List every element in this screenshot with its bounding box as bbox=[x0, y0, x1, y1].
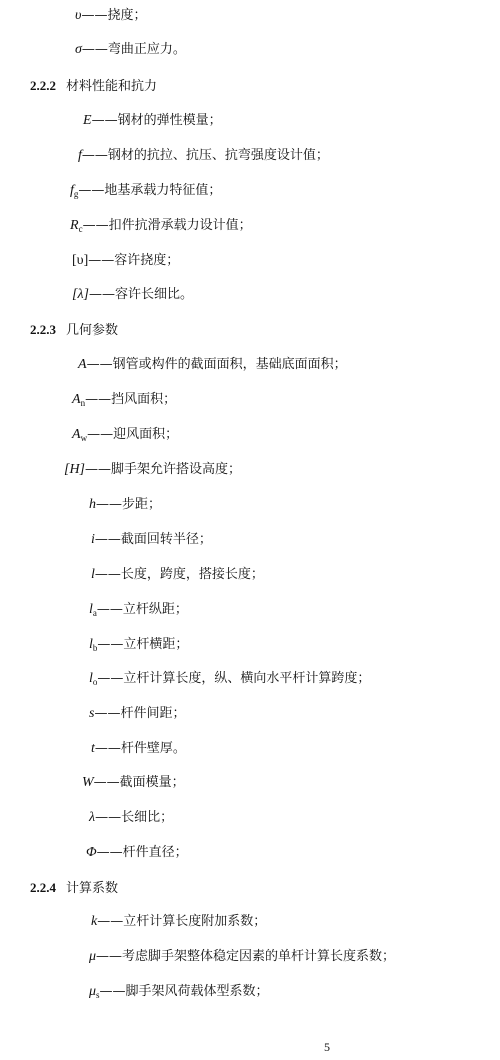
symbol-line bbox=[89, 637, 188, 653]
symbol: [λ] bbox=[72, 287, 89, 302]
symbol-line bbox=[91, 741, 186, 757]
section-number: 2.2.4 bbox=[30, 880, 56, 895]
symbol-line bbox=[72, 427, 178, 443]
symbol: Φ bbox=[86, 845, 97, 860]
symbol-description: ——钢管或构件的截面面积，基础底面面积； bbox=[86, 357, 347, 372]
symbol-description: ——脚手架风荷载体型系数； bbox=[99, 984, 269, 999]
symbol-description: ——立杆计算长度附加系数； bbox=[97, 914, 267, 929]
symbol: [υ] bbox=[72, 253, 89, 268]
symbol-description: ——立杆计算长度，纵、横向水平杆计算跨度； bbox=[97, 671, 371, 686]
symbol-description: ——脚手架允许搭设高度； bbox=[85, 462, 242, 477]
symbol: t bbox=[91, 741, 95, 756]
symbol: $l_a$ bbox=[89, 602, 97, 618]
symbol-description: ——考虑脚手架整体稳定因素的单杆计算长度系数； bbox=[96, 949, 396, 964]
symbol-line bbox=[83, 113, 222, 129]
symbol-line bbox=[72, 392, 176, 408]
symbol: f bbox=[78, 148, 82, 163]
symbol-description: ——扣件抗滑承载力设计值； bbox=[82, 218, 252, 233]
section-number: 2.2.3 bbox=[30, 322, 56, 337]
symbol-description: ——步距； bbox=[96, 497, 162, 512]
symbol-description: ——地基承载力特征值； bbox=[78, 183, 222, 198]
symbol-description: ——杆件直径； bbox=[96, 845, 188, 860]
section-number: 2.2.2 bbox=[30, 78, 56, 93]
symbol: E bbox=[83, 113, 92, 128]
symbol-line bbox=[89, 984, 269, 1000]
section-title: 材料性能和抗力 bbox=[66, 79, 158, 94]
symbol-line bbox=[89, 810, 173, 826]
symbol-description: ——容许长细比。 bbox=[88, 287, 193, 302]
symbol-description: ——容许挠度； bbox=[88, 253, 180, 268]
symbol: s bbox=[89, 706, 95, 721]
symbol-line bbox=[89, 602, 188, 618]
symbol-description: ——挠度； bbox=[81, 8, 147, 23]
symbol-line bbox=[78, 148, 329, 164]
section-title: 计算系数 bbox=[66, 881, 119, 896]
symbol-line-deflection bbox=[75, 8, 146, 24]
section-heading-2-2-3 bbox=[30, 322, 118, 339]
section-heading-2-2-2 bbox=[30, 78, 157, 95]
symbol-line bbox=[72, 287, 193, 303]
symbol: l bbox=[91, 567, 95, 582]
symbol-line bbox=[89, 497, 161, 513]
symbol-description: ——钢材的抗拉、抗压、抗弯强度设计值； bbox=[81, 148, 329, 163]
section-heading-2-2-4 bbox=[30, 880, 118, 897]
symbol-description: ——截面回转半径； bbox=[94, 532, 212, 547]
symbol-line-bending-stress bbox=[75, 42, 186, 58]
symbol: $\mu_s$ bbox=[89, 984, 100, 1000]
symbol-line bbox=[82, 775, 185, 791]
symbol: W bbox=[82, 775, 94, 790]
symbol-line bbox=[72, 253, 179, 269]
symbol: λ bbox=[89, 810, 96, 825]
symbol-description: ——钢材的弹性模量； bbox=[91, 113, 222, 128]
symbol: υ bbox=[75, 8, 82, 23]
symbol: i bbox=[91, 532, 95, 547]
symbol-description: ——长细比； bbox=[95, 810, 174, 825]
symbol-line bbox=[91, 914, 266, 930]
symbol-description: ——截面模量； bbox=[93, 775, 185, 790]
symbol-line bbox=[78, 357, 347, 373]
symbol-line bbox=[70, 218, 252, 234]
symbol-line bbox=[89, 706, 185, 722]
symbol: A bbox=[78, 357, 87, 372]
symbol-description: ——挡风面积； bbox=[85, 392, 177, 407]
symbol-line bbox=[64, 462, 241, 478]
symbol: $A_n$ bbox=[72, 392, 86, 408]
symbol: $l_o$ bbox=[89, 671, 98, 687]
symbol-line bbox=[91, 532, 212, 548]
symbol-description: ——立杆纵距； bbox=[96, 602, 188, 617]
symbol: k bbox=[91, 914, 98, 929]
section-title: 几何参数 bbox=[66, 323, 119, 338]
symbol: h bbox=[89, 497, 96, 512]
symbol: [H] bbox=[64, 462, 86, 477]
symbol-line bbox=[89, 671, 370, 687]
symbol-description: ——杆件壁厚。 bbox=[94, 741, 186, 756]
symbol-description: ——立杆横距； bbox=[97, 637, 189, 652]
symbol: $A_w$ bbox=[72, 427, 88, 443]
symbol-description: ——杆件间距； bbox=[94, 706, 186, 721]
symbol: $f_g$ bbox=[70, 183, 79, 199]
symbol-line bbox=[91, 567, 264, 583]
page-number: 5 bbox=[324, 1040, 330, 1054]
symbol: σ bbox=[75, 42, 82, 57]
symbol-description: ——迎风面积； bbox=[87, 427, 179, 442]
symbol: $l_b$ bbox=[89, 637, 98, 653]
symbol-line bbox=[70, 183, 221, 199]
symbol-line bbox=[86, 845, 188, 861]
symbol: $R_c$ bbox=[70, 218, 83, 234]
symbol-description: ——弯曲正应力。 bbox=[81, 42, 186, 57]
symbol: μ bbox=[89, 949, 97, 964]
symbol-line bbox=[89, 949, 395, 965]
symbol-description: ——长度，跨度，搭接长度； bbox=[94, 567, 264, 582]
